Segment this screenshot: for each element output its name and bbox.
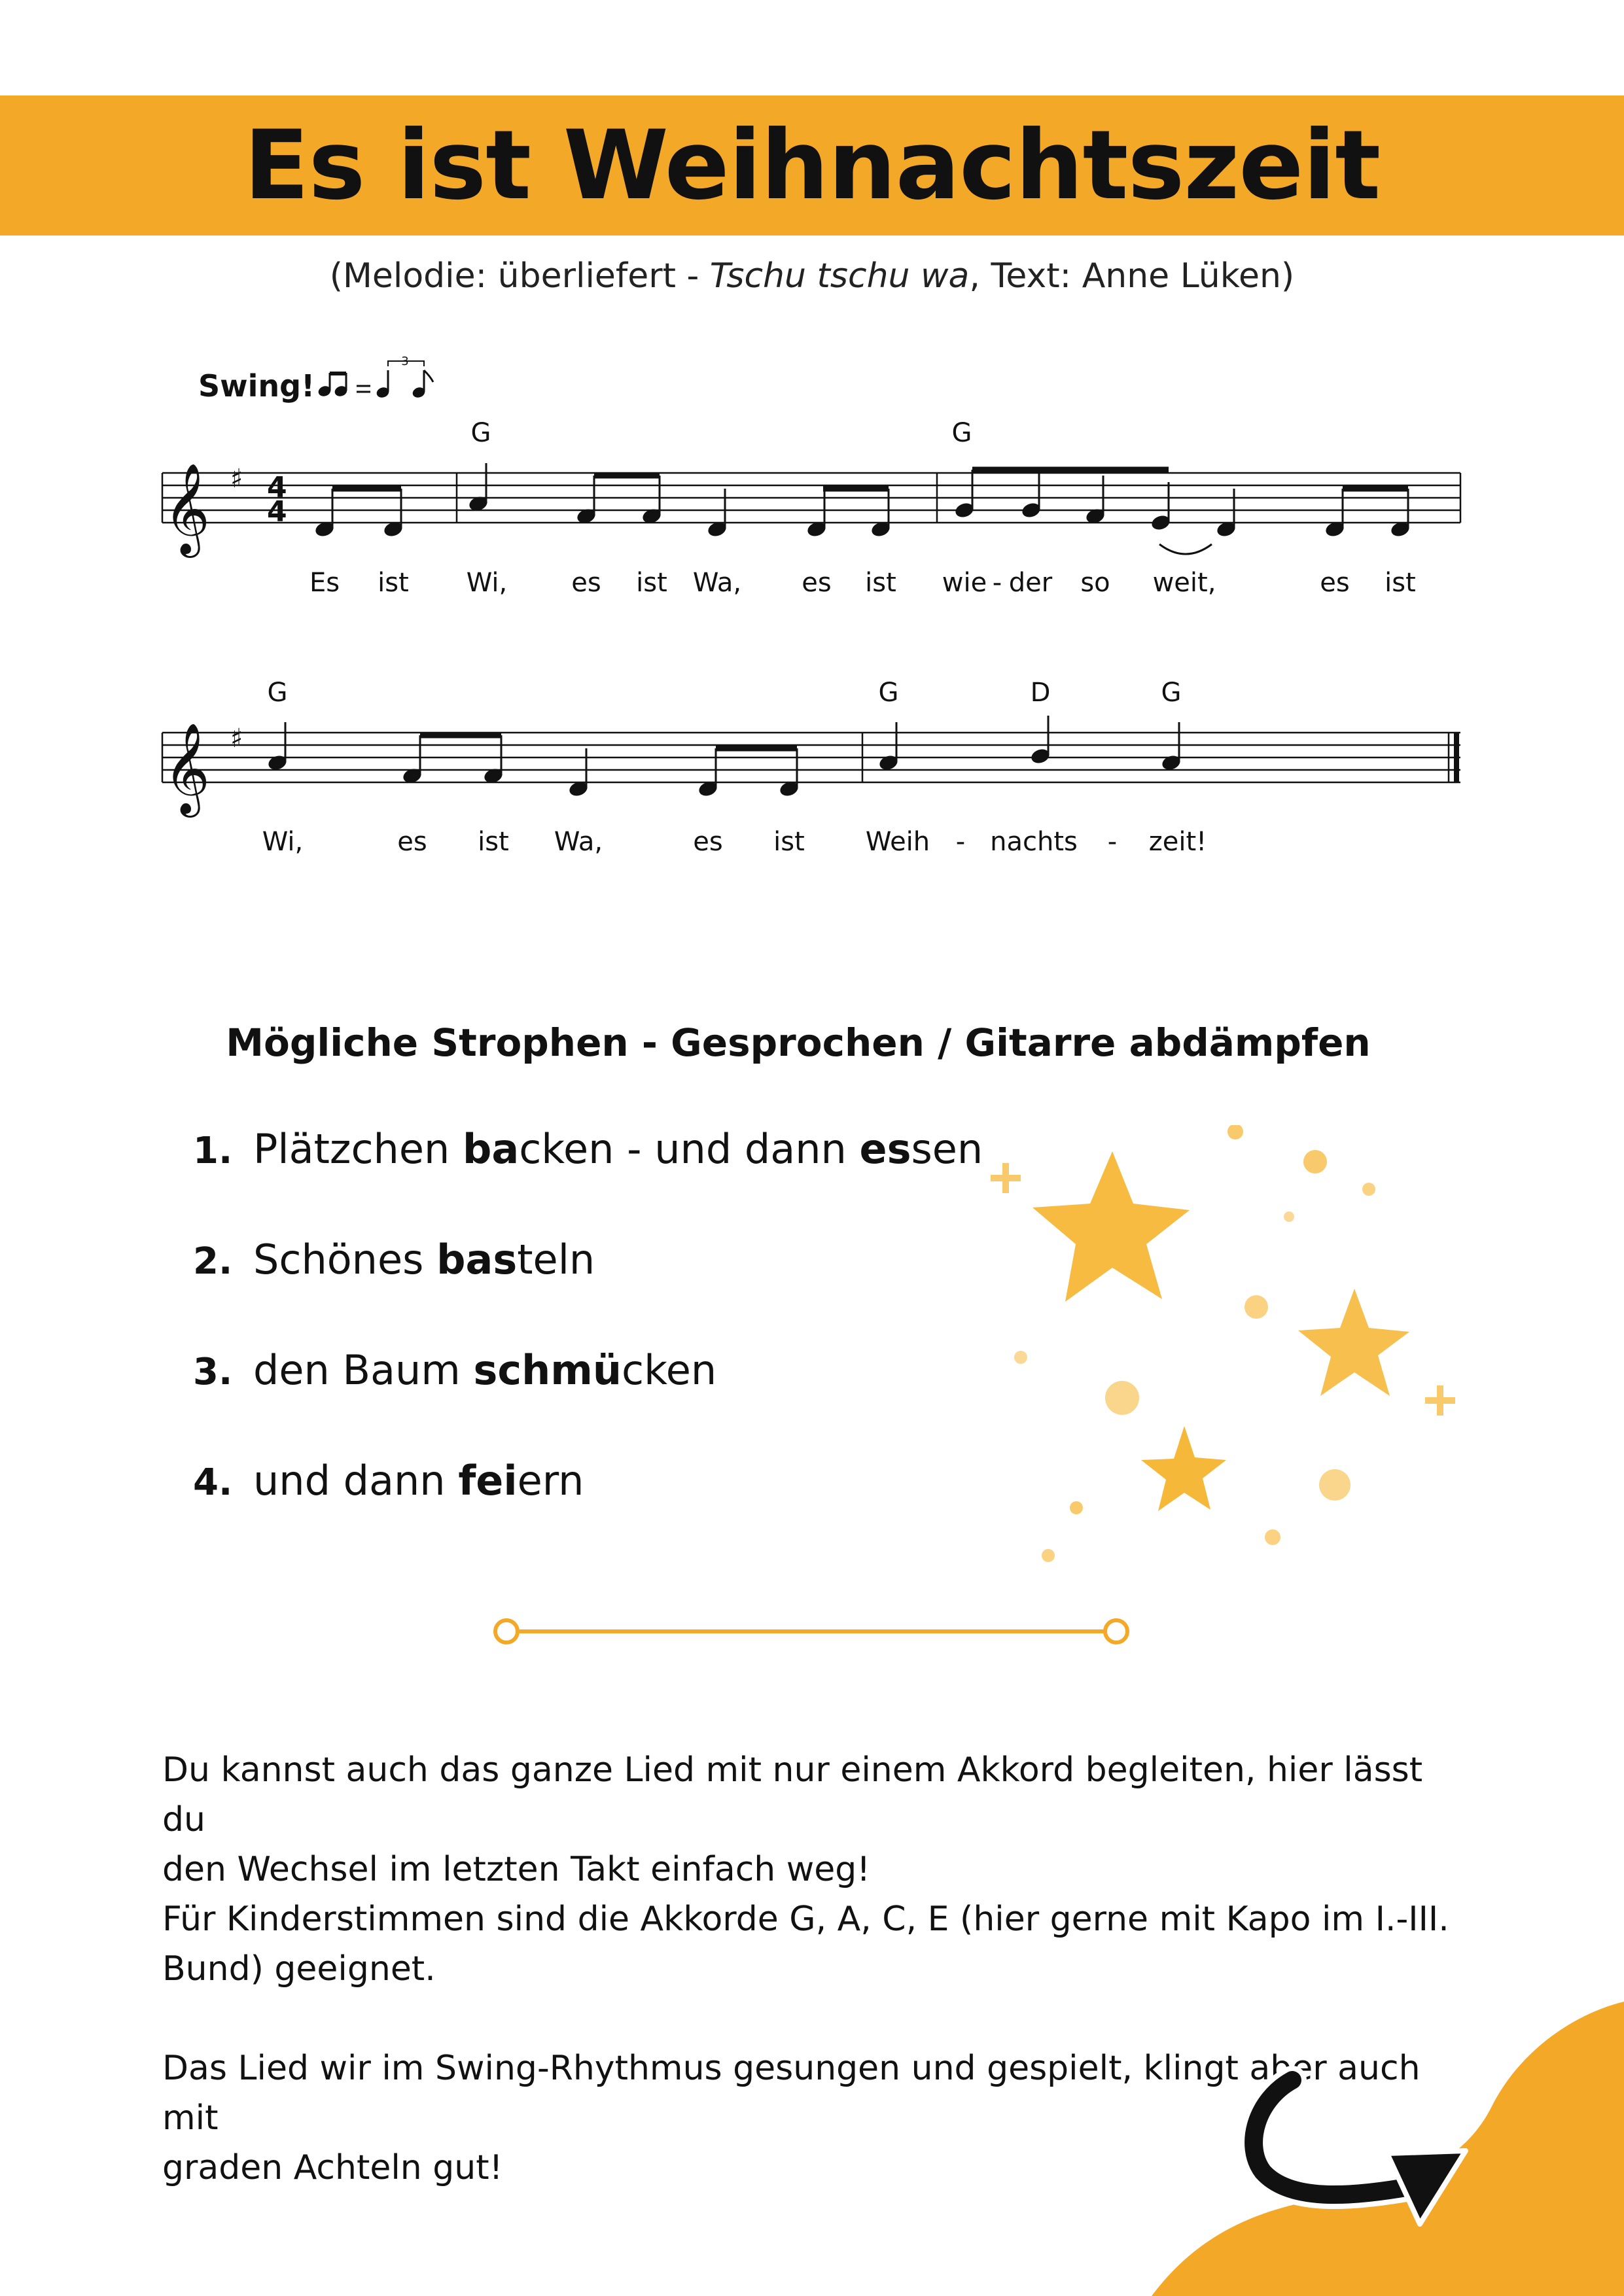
treble-clef-icon: 𝄞 xyxy=(164,723,210,814)
lyric-syllable: ist xyxy=(378,568,409,598)
credit-prefix: (Melodie: überliefert - xyxy=(329,256,710,296)
lyric-syllable: wie xyxy=(942,568,987,598)
lyric-syllable: so xyxy=(1080,568,1110,598)
info-line: Für Kinderstimmen sind die Akkorde G, A, C, E (hier gerne mit Kapo im I.-III. xyxy=(162,1900,1449,1939)
credit-italic: Tschu tschu wa xyxy=(709,256,970,296)
chord-label: G xyxy=(878,678,899,708)
star-icon xyxy=(1033,1151,1190,1302)
key-signature-sharp: ♯ xyxy=(230,723,243,754)
credit-suffix: , Text: Anne Lüken) xyxy=(969,256,1295,296)
page-title: Es ist Weihnachtszeit xyxy=(243,110,1381,221)
chord-label: G xyxy=(470,418,491,448)
chord-label: G xyxy=(951,418,972,448)
info-line: graden Achteln gut! xyxy=(162,2148,503,2187)
verse-stress: es xyxy=(859,1125,911,1173)
star-sparkle-icon xyxy=(991,1163,1021,1193)
lyric-syllable: ist xyxy=(1385,568,1416,598)
lyric-syllable: nachts xyxy=(990,827,1078,857)
lyric-syllable: Weih xyxy=(865,827,930,857)
verse-stress: ba xyxy=(463,1125,520,1173)
verse-text-part: ern xyxy=(517,1457,584,1505)
verses-heading: Mögliche Strophen - Gesprochen / Gitarre abdämpfen xyxy=(226,1020,1371,1065)
dot-decoration xyxy=(1362,1183,1375,1196)
star-icon xyxy=(1298,1289,1409,1396)
verse-text-part: Plätzchen xyxy=(253,1125,463,1173)
verse-text xyxy=(253,1457,584,1505)
verse-text-part: cken xyxy=(621,1346,717,1394)
dot-decoration xyxy=(1105,1381,1139,1415)
lyric-syllable: es xyxy=(802,568,832,598)
lyric-syllable: Wi, xyxy=(262,827,304,857)
star-sparkle-icon xyxy=(1425,1385,1455,1416)
lyric-syllable: der xyxy=(1008,568,1053,598)
chord-label: D xyxy=(1030,678,1051,708)
verse-number: 2. xyxy=(193,1240,233,1283)
dot-decoration xyxy=(1319,1469,1350,1501)
svg-text:4: 4 xyxy=(267,471,287,504)
lyric-syllable: Es xyxy=(309,568,340,598)
verse-stress: schmü xyxy=(473,1346,622,1394)
verse-item xyxy=(193,1346,983,1457)
info-line: Bund) geeignet. xyxy=(162,1949,436,1989)
corner-blob xyxy=(1152,2002,1624,2296)
verse-list xyxy=(193,1125,983,1567)
verse-text xyxy=(253,1346,716,1394)
verse-item xyxy=(193,1125,983,1236)
tie-mark xyxy=(1159,544,1212,554)
dot-decoration xyxy=(1244,1295,1268,1319)
svg-text:4: 4 xyxy=(267,495,287,529)
lyric-syllable: - xyxy=(1107,827,1118,857)
corner-decoration xyxy=(1112,1975,1624,2296)
section-divider xyxy=(491,1612,1132,1651)
info-line: den Wechsel im letzten Takt einfach weg! xyxy=(162,1850,871,1889)
svg-text:3: 3 xyxy=(401,355,409,368)
swing-rhythm-icon xyxy=(317,355,433,399)
lyric-syllable: Wi, xyxy=(466,568,508,598)
time-signature xyxy=(267,471,287,529)
sheet-music xyxy=(0,0,1624,916)
dot-decoration xyxy=(1014,1351,1027,1364)
verse-text-part: Schönes xyxy=(253,1236,437,1283)
dot-decoration xyxy=(1265,1529,1280,1545)
verse-number: 4. xyxy=(193,1461,233,1504)
verse-text xyxy=(253,1125,983,1173)
verse-number: 1. xyxy=(193,1130,233,1172)
verse-item xyxy=(193,1236,983,1346)
info-line: Das Lied wir im Swing-Rhythmus gesungen und gespielt, klingt aber auch mit xyxy=(162,2049,1421,2138)
lyric-syllable: Wa, xyxy=(692,568,742,598)
lyric-syllable: ist xyxy=(773,827,805,857)
dot-decoration xyxy=(1227,1125,1243,1139)
info-line: Du kannst auch das ganze Lied mit nur einem Akkord begleiten, hier lässt du xyxy=(162,1750,1423,1839)
verse-stress: bas xyxy=(436,1236,518,1283)
lyric-syllable: - xyxy=(992,568,1002,598)
verse-text-part: teln xyxy=(517,1236,595,1283)
lyric-syllable: es xyxy=(571,568,601,598)
lyric-syllable: weit, xyxy=(1152,568,1216,598)
dot-decoration xyxy=(1303,1150,1327,1174)
verse-item xyxy=(193,1457,983,1567)
verse-number: 3. xyxy=(193,1351,233,1393)
verse-text-part: sen xyxy=(911,1125,983,1173)
chord-label: G xyxy=(267,678,288,708)
stars-decoration xyxy=(968,1125,1479,1583)
verse-stress: fei xyxy=(458,1457,518,1505)
key-signature-sharp: ♯ xyxy=(230,464,243,494)
dot-decoration xyxy=(1042,1549,1055,1562)
star-icon xyxy=(1141,1426,1226,1511)
treble-clef-icon: 𝄞 xyxy=(164,463,210,554)
lyric-syllable: ist xyxy=(636,568,667,598)
staff-line-1 xyxy=(162,473,1460,523)
chord-label: G xyxy=(1161,678,1182,708)
lyric-syllable: ist xyxy=(865,568,896,598)
verse-text-part: cken - und dann xyxy=(519,1125,860,1173)
lyric-syllable: es xyxy=(1320,568,1350,598)
lyric-syllable: zeit! xyxy=(1148,827,1207,857)
staff-line-2 xyxy=(162,733,1460,782)
verse-text-part: den Baum xyxy=(253,1346,474,1394)
verse-text-part: und dann xyxy=(253,1457,459,1505)
lyric-syllable: ist xyxy=(478,827,509,857)
dot-decoration xyxy=(1284,1211,1294,1222)
dot-decoration xyxy=(1070,1501,1083,1514)
note-group xyxy=(266,463,1411,798)
lyric-syllable: Wa, xyxy=(554,827,603,857)
lyric-syllable: - xyxy=(955,827,966,857)
tempo-label: Swing! xyxy=(198,368,315,404)
lyric-syllable: es xyxy=(693,827,723,857)
lyric-syllable: es xyxy=(397,827,427,857)
curved-arrow-icon xyxy=(1254,2080,1466,2224)
verse-text xyxy=(253,1236,595,1283)
